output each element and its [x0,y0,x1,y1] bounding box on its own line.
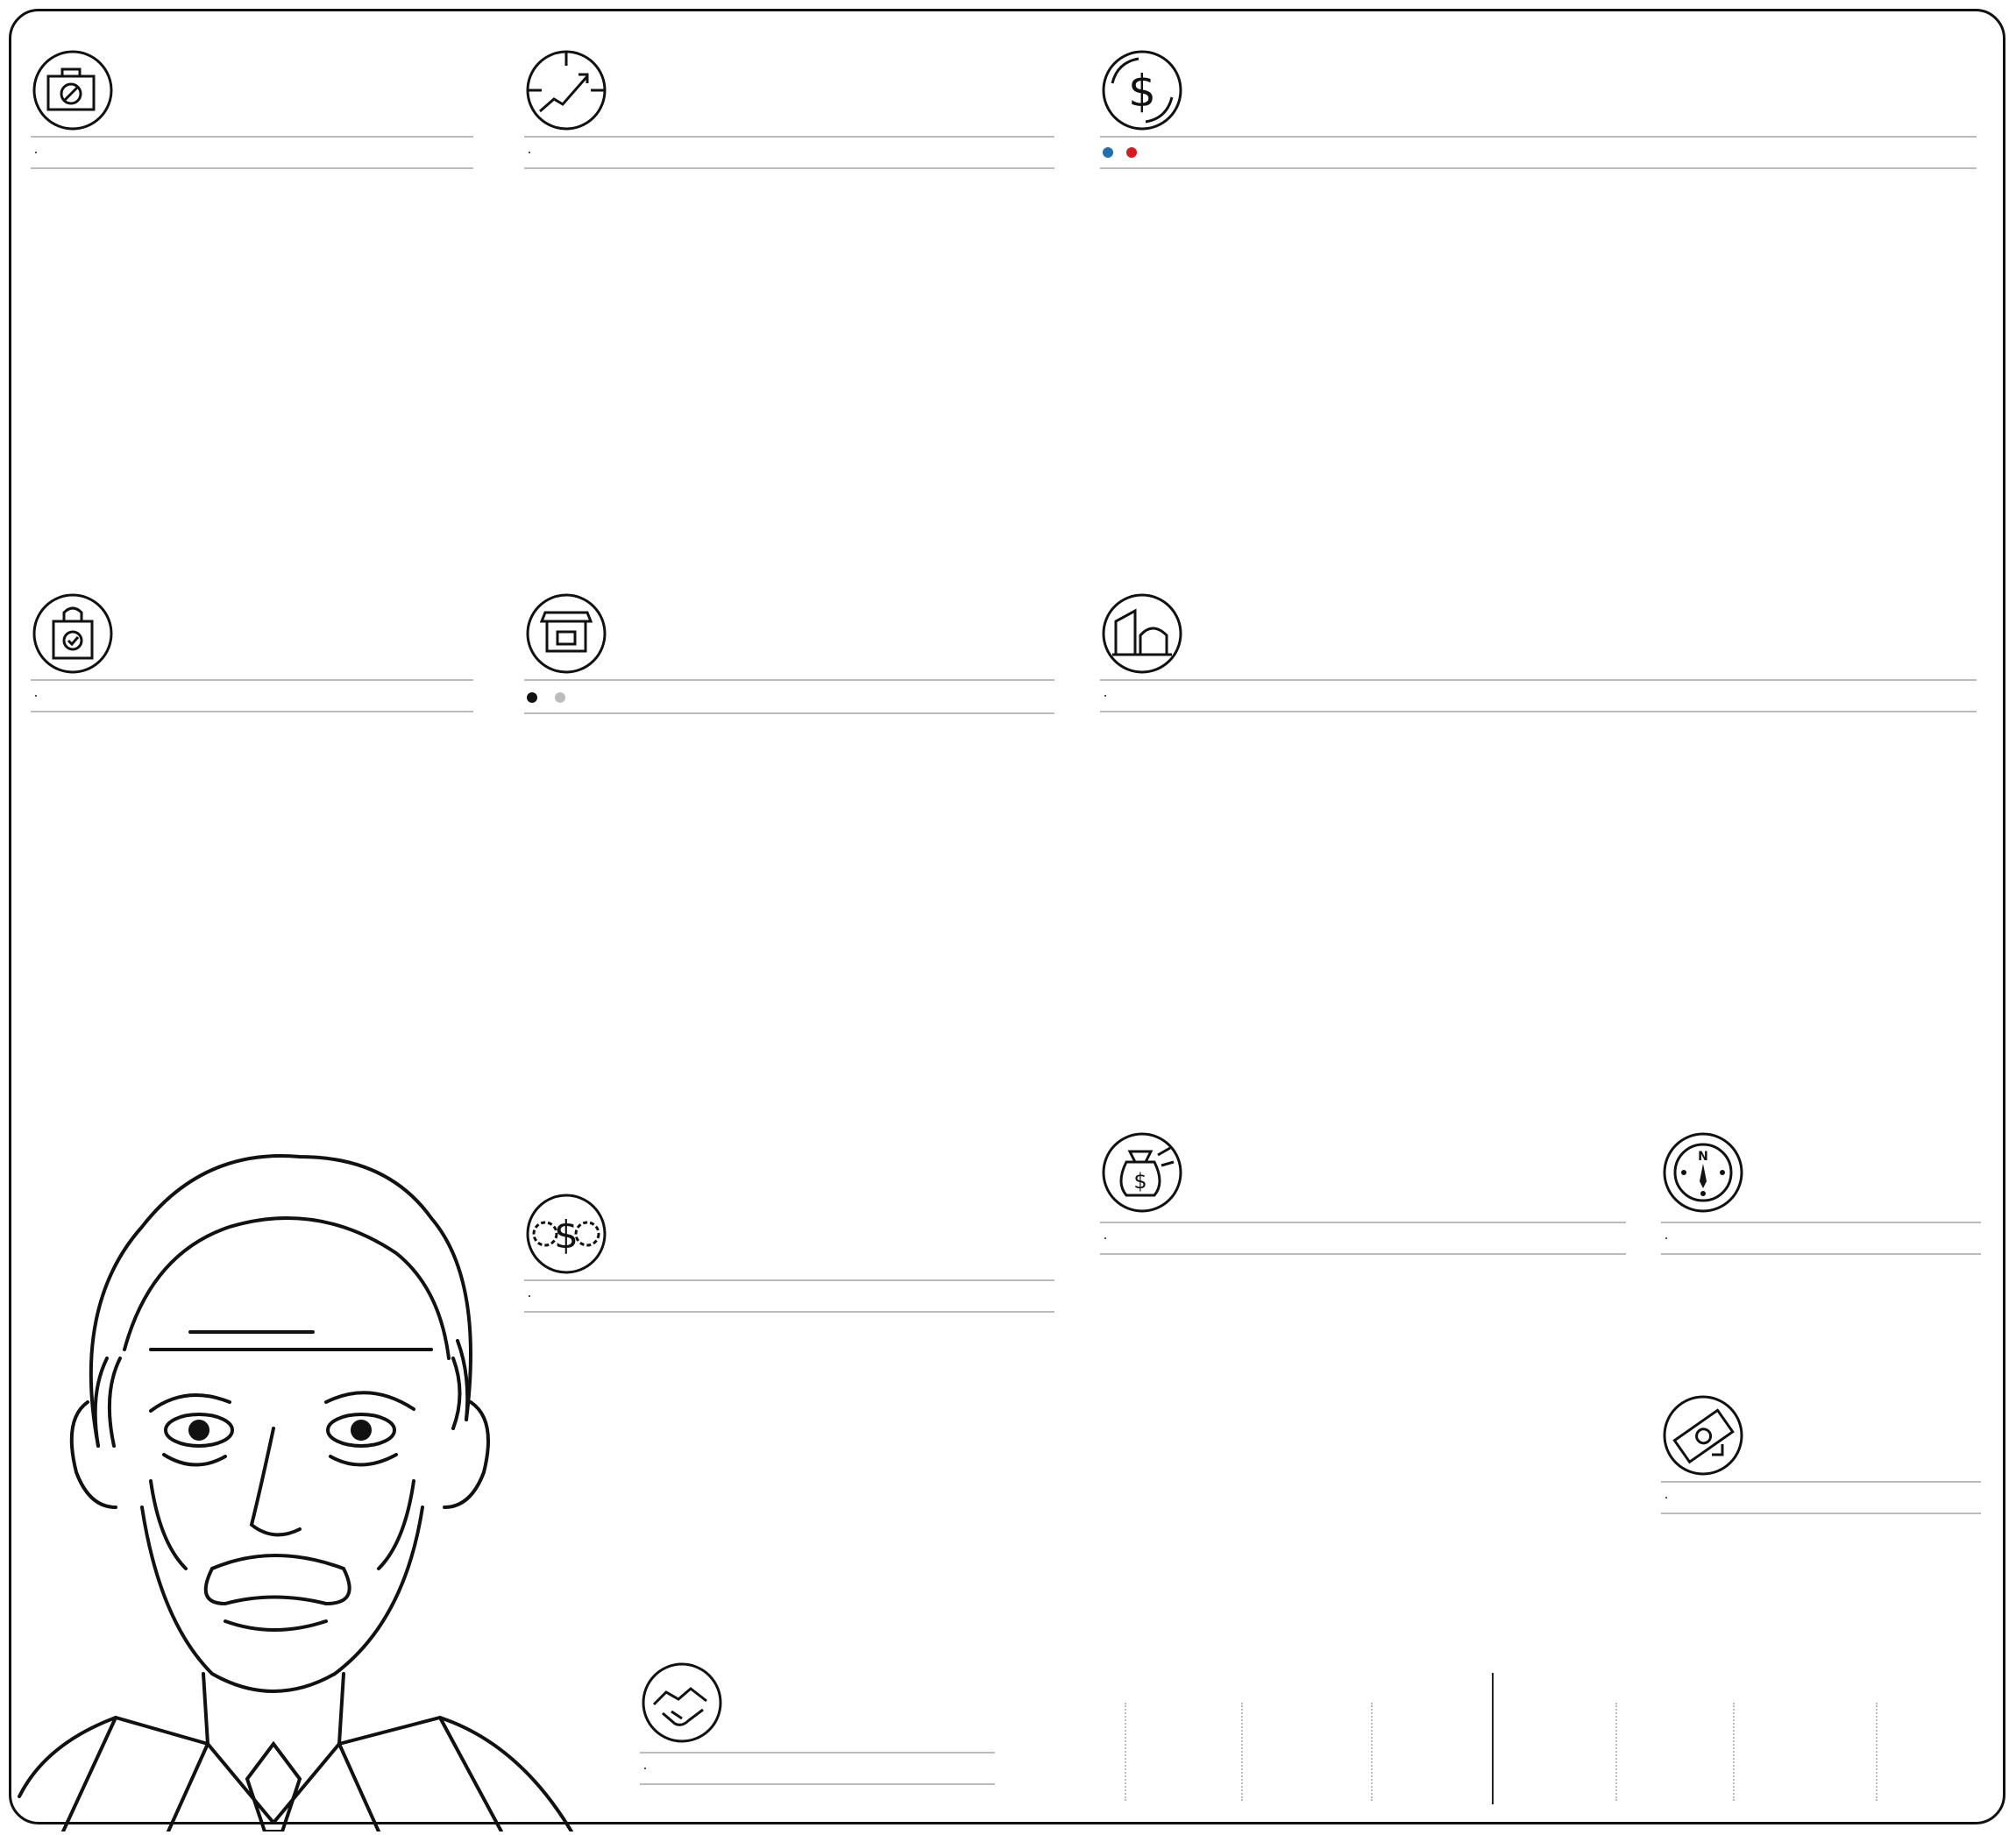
chart-confianza [31,592,478,1082]
panel-informalidad [524,592,1059,1152]
rating-col-sep [1371,1703,1373,1801]
svg-text:$: $ [1128,66,1156,117]
rating-col-sep [1876,1703,1878,1801]
chart-informalidad [524,592,1059,1152]
divider [640,1752,995,1754]
rating-moodys-2018 [1125,1704,1241,1710]
chart-inversion-fija [1100,1130,1635,1630]
svg-text:$: $ [1133,1169,1147,1194]
panel-subtitle: · [1664,1488,1669,1506]
rating-hr-2018 [1371,1704,1485,1710]
chart-tipo-de-cambio [1100,48,1985,539]
panel-subtitle: · [527,143,532,160]
handshake-icon [640,1661,724,1745]
panel-inflacion [524,48,1059,539]
rating-col-sep [1125,1703,1126,1801]
rating-fitch-2018 [999,1704,1122,1710]
rating-col-sep [1733,1703,1735,1801]
svg-text:$: $ [554,1213,579,1258]
period-divider [1492,1673,1494,1804]
panel-subtitle: · [1103,686,1108,704]
chart-inflacion [524,48,1059,539]
panel-subtitle: · [1103,1229,1108,1246]
rating-col-sep [1241,1703,1243,1801]
svg-text:N: N [1698,1150,1708,1164]
rating-fitch-2019 [1499,1704,1615,1710]
panel-calificadoras [640,1661,999,1783]
chart-inversion-extranjera [1661,1393,1985,1634]
chart-desempleo [31,48,478,539]
portrait-illustration [11,1130,624,1831]
panel-pib [1661,1130,1985,1376]
chart-bolsa [1100,592,1985,1082]
divider [640,1783,995,1785]
rating-sp-2019 [1733,1704,1876,1710]
rating-col-sep [1615,1703,1617,1801]
panel-subtitle: · [33,143,39,160]
panel-tipo-de-cambio [1100,48,1985,539]
rating-moodys-2019 [1615,1704,1733,1710]
panel-subtitle: · [33,686,39,704]
ratings-table [999,1661,1990,1814]
panel-subtitle: · [642,1759,648,1776]
panel-inversion-fija-bruta [1100,1130,1635,1630]
panel-bolsa-mexicana [1100,592,1985,1082]
panel-subtitle: · [527,1286,532,1304]
rating-hr-2019 [1876,1704,1985,1710]
rating-sp-2018 [1241,1704,1371,1710]
panel-desempleo [31,48,478,539]
panel-confianza-consumidor [31,592,478,1082]
chart-pib [1661,1130,1985,1376]
panel-inversion-extranjera [1661,1393,1985,1634]
panel-subtitle: · [1664,1229,1669,1246]
